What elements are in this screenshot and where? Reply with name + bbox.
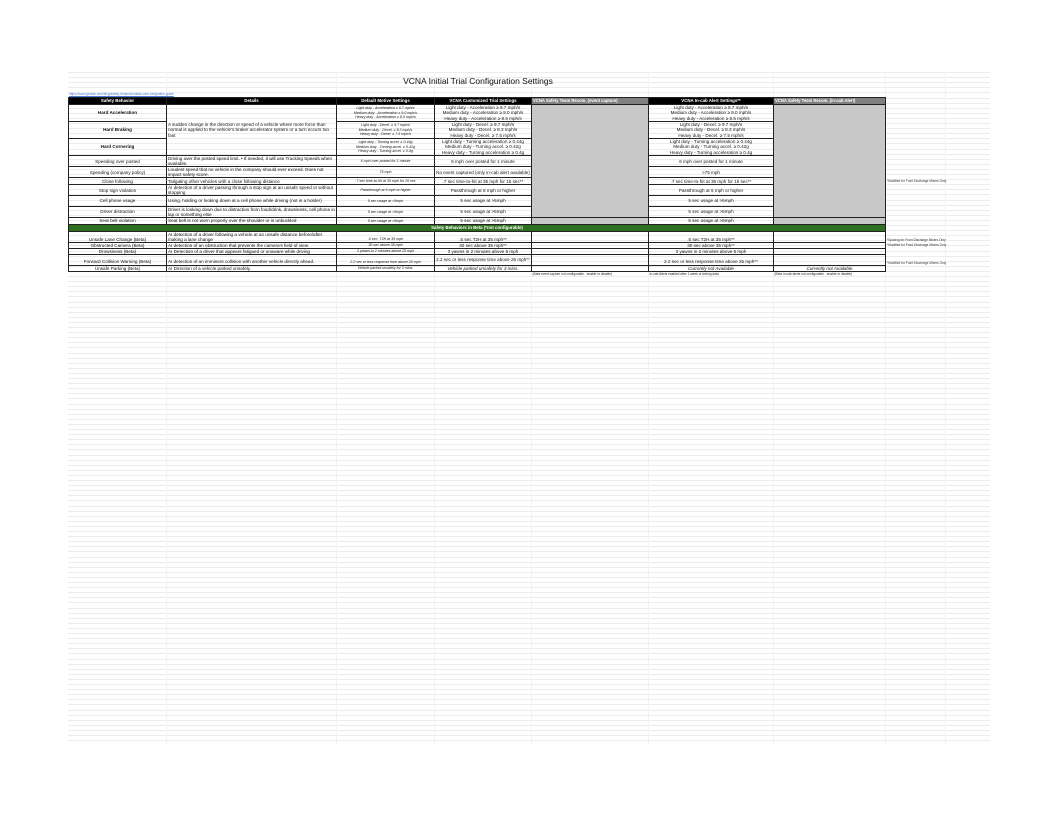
header-team-event: VCNA Safety Team Recom. (event capture) xyxy=(532,98,649,105)
incab-cell: Currently not Available xyxy=(649,265,774,271)
gridline xyxy=(68,460,990,461)
gridline xyxy=(68,557,990,558)
custom-cell: 30 sec above 35 mph** xyxy=(435,242,532,248)
gridline xyxy=(68,490,990,491)
team-event-cell xyxy=(532,231,649,242)
custom-cell: No event captured (only in-cab alert available) xyxy=(435,167,532,178)
incab-cell: 5 sec usage at >5mph xyxy=(649,217,774,224)
incab-line: Heavy duty - Decel. ≥ 7.5 mph/s xyxy=(678,132,744,138)
gridline xyxy=(68,444,990,445)
details-cell: Seat belt is not worn properly over the shoulder or is unbuckled xyxy=(167,217,337,224)
gridline xyxy=(68,694,990,695)
page-title: VCNA Initial Trial Configuration Settings xyxy=(403,76,553,86)
gridline xyxy=(68,659,990,660)
behavior-cell: Cell phone usage xyxy=(69,196,167,207)
custom-cell: Vehicle parked unsafely for 3 mins. xyxy=(435,265,532,271)
gridline xyxy=(68,383,990,384)
gridline xyxy=(68,562,990,563)
custom-cell: 5 sec usage at >5mph xyxy=(435,196,532,207)
gridline xyxy=(68,587,990,588)
incab-line: Medium duty - Acceleration ≥ 9.0 mph/s xyxy=(670,110,752,116)
incab-cell: 30 sec above 35 mph** xyxy=(649,242,774,248)
gridline xyxy=(68,572,990,573)
header-default: Default Motive Settings xyxy=(337,98,435,105)
default-cell: Vehicle parked unsafely for 3 mins. xyxy=(337,265,435,271)
gridline xyxy=(68,378,990,379)
default-cell xyxy=(337,105,435,122)
details-cell: Driving over the posted speed limit. • If needed, it will use Trucking Speeds when available. xyxy=(167,156,337,167)
table-row xyxy=(69,265,948,271)
default-cell: 75 mph xyxy=(337,167,435,178)
gridline xyxy=(68,531,990,532)
behavior-cell: Hard Cornering xyxy=(69,139,167,156)
custom-line: Medium duty - Decel. ≥ 8.3 mph/s xyxy=(448,127,518,133)
incab-cell: 5 sec usage at >5mph xyxy=(649,196,774,207)
gridline xyxy=(68,409,990,410)
gridline xyxy=(68,715,990,716)
gridline xyxy=(68,424,990,425)
custom-cell: 6 mph over posted for 1 minute xyxy=(435,156,532,167)
footnote-row xyxy=(69,271,948,278)
section-row xyxy=(69,224,948,231)
incab-cell: .5 sec T2H at 35 mph** xyxy=(649,231,774,242)
default-cell: 3 yawns in 2 minutes above 25 mph xyxy=(337,248,435,254)
gridline xyxy=(68,327,990,328)
gridline xyxy=(68,628,990,629)
gridline xyxy=(68,296,990,297)
gridline xyxy=(68,623,990,624)
footnote-team-event: (Beta event capture not configurable - enable or disable) xyxy=(532,272,613,277)
gridline xyxy=(68,618,990,619)
row-note: *Modified for Front Discharge Mixers Only xyxy=(887,179,947,184)
gridline xyxy=(68,353,990,354)
behavior-cell: Forward Collision Warning (Beta) xyxy=(69,254,167,265)
gridline xyxy=(68,495,990,496)
team-event-cell xyxy=(532,217,649,224)
behavior-cell: Unsafe Lane Change (Beta) xyxy=(69,231,167,242)
gridline xyxy=(68,281,990,282)
gridline xyxy=(68,342,990,343)
details-cell: AI detection of an imminent collision with another vehicle directly ahead. xyxy=(167,254,337,265)
custom-line: Heavy duty - Acceleration ≥ 8.5 mph/s xyxy=(444,115,522,121)
gridline xyxy=(68,404,990,405)
gridline xyxy=(68,725,990,726)
gridline xyxy=(68,577,990,578)
default-line: Light duty - Acceleration ≥ 9.7 mph/s xyxy=(356,106,415,111)
default-cell: 2.2 sec or less response time above 25 mph xyxy=(337,254,435,265)
gridline xyxy=(68,414,990,415)
gridline xyxy=(68,291,990,292)
incab-line: Medium duty - Turning accel. ≥ 0.42g xyxy=(673,144,749,150)
default-cell xyxy=(337,122,435,139)
gridline xyxy=(68,633,990,634)
gridline xyxy=(68,302,990,303)
details-cell: Loudest speed that no vehicle in the company should ever exceed. Does not impact safety score. xyxy=(167,167,337,178)
default-cell: .5 sec. T2H at 35 mph xyxy=(337,231,435,242)
gridline xyxy=(68,638,990,639)
gridline xyxy=(68,286,990,287)
gridline xyxy=(68,648,990,649)
gridline xyxy=(68,643,990,644)
table-row xyxy=(69,105,948,122)
gridline xyxy=(68,740,990,741)
gridline xyxy=(68,689,990,690)
custom-cell xyxy=(435,139,532,156)
settings-table xyxy=(68,97,948,278)
gridline xyxy=(68,582,990,583)
default-line: Light duty - Decel. ≥ 9.7 mph/s xyxy=(361,123,410,128)
header-incab: VCNA In-cab Alert Settings** xyxy=(649,98,774,105)
gridline xyxy=(68,699,990,700)
beta-section-header: Safety Behaviors in Beta (*not configurable) xyxy=(69,224,886,231)
details-cell: AI detection of a driver following a vehicle at an unsafe distance before/after making a lane change xyxy=(167,231,337,242)
gridline xyxy=(68,500,990,501)
custom-line: Medium duty - Acceleration ≥ 9.0 mph/s xyxy=(442,110,524,116)
default-cell: Passthrough at 6 mph or higher xyxy=(337,184,435,195)
gridline xyxy=(68,592,990,593)
incab-cell xyxy=(649,139,774,156)
row-note: *Modified for Front Discharge Mixers Only xyxy=(887,261,947,265)
gridline xyxy=(68,434,990,435)
default-cell: 5 sec usage at >5mph xyxy=(337,217,435,224)
default-cell xyxy=(337,139,435,156)
default-line: Light duty - Turning accel. ≥ 0.44g xyxy=(358,140,413,145)
custom-cell: .7 sec time-to-hit at 35 mph for 15 sec** xyxy=(435,178,532,185)
table-row xyxy=(69,231,948,242)
default-line: Heavy duty - Acceleration ≥ 8.5 mph/s xyxy=(355,115,416,120)
header-details: Details xyxy=(167,98,337,105)
behavior-cell: Stop sign violation xyxy=(69,184,167,195)
gridline xyxy=(68,506,990,507)
header-behavior: Safety Behavior xyxy=(69,98,167,105)
custom-cell: 3 yawns in 2 minutes above 5 mph xyxy=(435,248,532,254)
gridline xyxy=(68,567,990,568)
behavior-cell: Speeding over posted xyxy=(69,156,167,167)
default-cell: .7 sec time-to-hit at 35 mph for 15 sec xyxy=(337,178,435,185)
incab-cell: 3 yawns in 2 minutes above 5 mph xyxy=(649,248,774,254)
reference-link[interactable]: https://www.geotab.com/blog/safety-behaviors/dash-cam-integration-guide xyxy=(69,92,174,96)
details-cell: A sudden change in the direction or speed of a vehicle where more force than normal is applied to the vehicle's brake/ accelerator system or a turn occurs too fast xyxy=(167,105,337,156)
gridline xyxy=(68,337,990,338)
incab-cell xyxy=(649,122,774,139)
incab-cell xyxy=(649,105,774,122)
details-cell: Tailgating other vehicles with a close following distance xyxy=(167,178,337,185)
gridline xyxy=(68,735,990,736)
gridline xyxy=(68,87,990,88)
gridline xyxy=(68,72,990,73)
gridline xyxy=(68,480,990,481)
custom-line: Light duty - Turning acceleration ≥ 0.44g xyxy=(442,139,524,145)
gridline xyxy=(68,429,990,430)
team-alert-cell xyxy=(774,231,886,242)
gridline xyxy=(68,307,990,308)
gridline xyxy=(68,511,990,512)
details-cell: AI detection of a driver passing through a stop sign at an unsafe speed or without stopping xyxy=(167,184,337,195)
team-event-cell xyxy=(532,105,649,218)
gridline xyxy=(68,720,990,721)
gridline xyxy=(68,597,990,598)
incab-cell: 5 sec usage at >5mph xyxy=(649,206,774,217)
behavior-cell: Hard Acceleration xyxy=(69,105,167,122)
behavior-cell: Drowsiness (Beta) xyxy=(69,248,167,254)
gridline xyxy=(68,475,990,476)
gridline xyxy=(68,674,990,675)
gridline xyxy=(68,485,990,486)
behavior-cell: Seat belt violation xyxy=(69,217,167,224)
custom-cell xyxy=(435,105,532,122)
gridline xyxy=(68,521,990,522)
behavior-cell: Driver distraction xyxy=(69,206,167,217)
custom-line: Heavy duty - Turning acceleration ≥ 0.4g xyxy=(441,149,525,155)
default-line: Heavy duty - Decel. ≥ 7.5 mph/s xyxy=(359,132,412,137)
gridline xyxy=(68,388,990,389)
incab-line: Heavy duty - Acceleration ≥ 8.5 mph/s xyxy=(672,115,750,121)
gridline xyxy=(68,704,990,705)
default-cell: 5 sec usage at >5mph xyxy=(337,206,435,217)
spreadsheet xyxy=(68,72,990,744)
gridline xyxy=(68,322,990,323)
custom-line: Medium duty - Turning accel. ≥ 0.42g xyxy=(445,144,521,150)
footnote-incab: In-cab Alerts enabled after 1 week of driving data xyxy=(649,272,719,277)
gridline xyxy=(68,602,990,603)
incab-line: Medium duty - Decel. ≥ 8.3 mph/s xyxy=(676,127,746,133)
incab-line: Light duty - Turning acceleration ≥ 0.44g xyxy=(670,139,752,145)
gridline xyxy=(68,669,990,670)
gridline xyxy=(68,551,990,552)
gridline xyxy=(68,613,990,614)
gridline xyxy=(68,347,990,348)
behavior-cell: Speeding (company policy) xyxy=(69,167,167,178)
behavior-cell: Close following xyxy=(69,178,167,185)
gridline xyxy=(68,317,990,318)
custom-cell: 2.2 sec or less response time above 25 mph** xyxy=(435,254,532,265)
gridline xyxy=(68,465,990,466)
default-cell: 5 sec usage at >5mph xyxy=(337,196,435,207)
gridline xyxy=(68,541,990,542)
gridline xyxy=(68,516,990,517)
gridline xyxy=(68,398,990,399)
gridline xyxy=(68,470,990,471)
table-row xyxy=(69,217,948,224)
table-row xyxy=(69,254,948,265)
footnote-team-alert: (Beta in-cab alerts not configurable - enable or disable) xyxy=(774,272,853,277)
gridline xyxy=(68,710,990,711)
gridline xyxy=(68,546,990,547)
gridline xyxy=(68,684,990,685)
custom-line: Light duty - Acceleration ≥ 9.7 mph/s xyxy=(445,105,521,111)
team-event-cell xyxy=(532,254,649,265)
row-note: *Spacing for Front Discharge Mixers Only xyxy=(887,238,946,243)
gridline xyxy=(68,536,990,537)
header-team-alert: VCNA Safety Team Recom. (in-cab Alert) xyxy=(774,98,886,105)
incab-cell: .7 sec time-to-hit at 35 mph for 15 sec** xyxy=(649,178,774,185)
custom-cell: .5 sec T2H at 35 mph** xyxy=(435,231,532,242)
header-row xyxy=(69,98,948,105)
default-line: Medium duty - Decel. ≥ 8.3 mph/s xyxy=(358,127,413,132)
incab-cell: Passthrough at 6 mph or higher xyxy=(649,184,774,195)
gridline xyxy=(68,92,990,93)
gridline xyxy=(68,653,990,654)
behavior-cell: Hard Braking xyxy=(69,122,167,139)
incab-cell: >75 mph xyxy=(649,167,774,178)
gridline xyxy=(68,455,990,456)
incab-cell: 2.2 sec or less response time above 25 mph** xyxy=(649,254,774,265)
gridline xyxy=(68,332,990,333)
team-alert-cell xyxy=(774,105,886,218)
custom-line: Light duty - Decel. ≥ 9.7 mph/s xyxy=(451,122,515,128)
gridline xyxy=(68,373,990,374)
default-cell: 6 mph over posted for 1 minute xyxy=(337,156,435,167)
team-alert-cell: Currently not Available xyxy=(774,265,886,271)
gridline xyxy=(68,664,990,665)
custom-cell: 5 sec usage at >5mph xyxy=(435,206,532,217)
custom-cell: Passthrough at 6 mph or higher xyxy=(435,184,532,195)
details-cell: Driver is looking down due to distraction from food/drink, drowsiness, cell phone in lap or something else xyxy=(168,206,335,217)
gridline xyxy=(68,449,990,450)
incab-line: Heavy duty - Turning acceleration ≥ 0.4g xyxy=(669,149,753,155)
incab-line: Light duty - Decel. ≥ 9.7 mph/s xyxy=(679,122,743,128)
gridline xyxy=(68,419,990,420)
gridline xyxy=(68,679,990,680)
default-line: Heavy duty - Turning accel. ≥ 0.4g xyxy=(358,149,413,154)
header-custom: VCNA Customized Trial Settings xyxy=(435,98,532,105)
details-cell: AI detection of an obstruction that prevents the camera's field of view. xyxy=(167,242,337,248)
custom-cell: 5 sec usage at >5mph xyxy=(435,217,532,224)
gridline xyxy=(68,312,990,313)
gridline xyxy=(68,368,990,369)
default-line: Medium duty - Acceleration ≥ 9.0 mph/s xyxy=(353,110,418,115)
team-alert-cell xyxy=(774,217,886,224)
details-cell: Using, holding or looking down at a cell phone while driving (not in a holder) xyxy=(167,196,337,207)
details-cell: AI Direction of a vehicle parked unsafely. xyxy=(167,265,337,271)
gridline xyxy=(68,608,990,609)
custom-line: Heavy duty - Decel. ≥ 7.5 mph/s xyxy=(450,132,516,138)
gridline xyxy=(68,393,990,394)
behavior-cell: Obstructed Camera (Beta) xyxy=(69,242,167,248)
behavior-cell: Unsafe Parking (Beta) xyxy=(69,265,167,271)
incab-cell: 6 mph over posted for 1 minute xyxy=(649,156,774,167)
team-alert-cell xyxy=(774,254,886,265)
gridline xyxy=(68,526,990,527)
details-cell: AI Detection of a driver that appears fatigued or unaware while driving xyxy=(167,248,337,254)
custom-cell xyxy=(435,122,532,139)
gridline xyxy=(68,730,990,731)
default-cell: 30 sec above 35 mph xyxy=(337,242,435,248)
gridline xyxy=(68,358,990,359)
gridline xyxy=(68,439,990,440)
row-note: *Modified for Front Discharge Mixers Only xyxy=(887,243,947,248)
gridline xyxy=(68,363,990,364)
incab-line: Light duty - Acceleration ≥ 9.7 mph/s xyxy=(673,105,749,111)
default-line: Medium duty - Turning accel. ≥ 0.42g xyxy=(355,144,416,149)
